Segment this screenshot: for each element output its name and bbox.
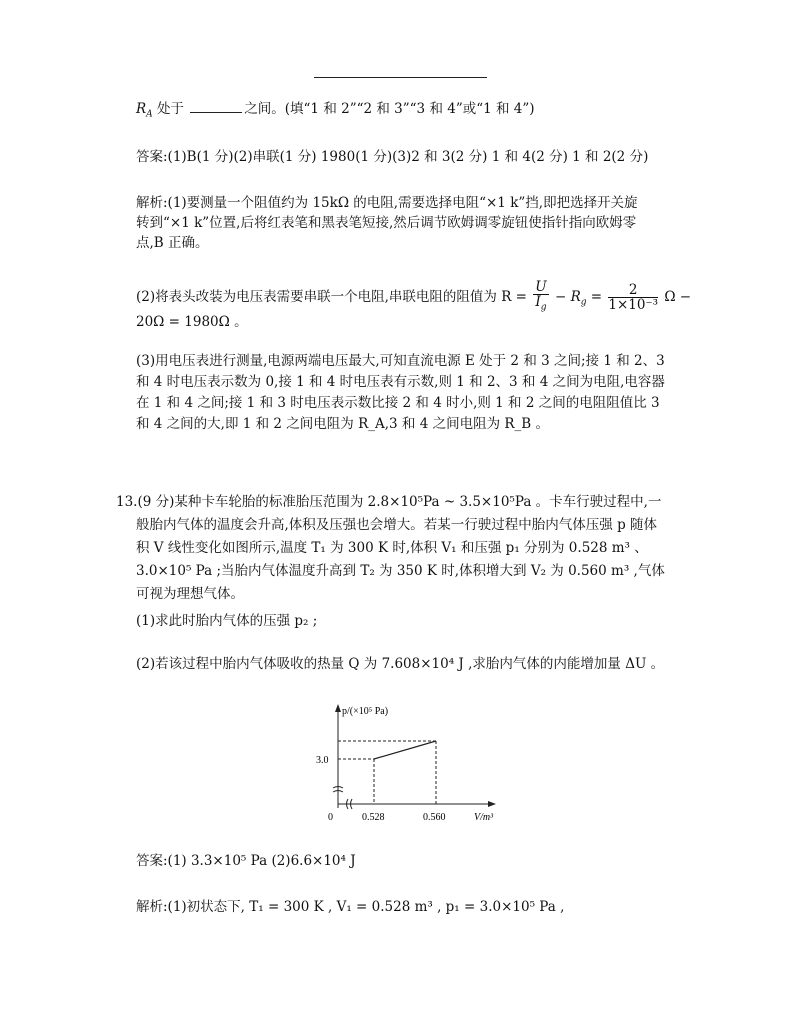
solution-line-13: 解析:(1)初状态下, T₁ = 300 K , V₁ = 0.528 m³ , p₁ = 3.0×10⁵ Pa , [136, 899, 565, 915]
header-rule [314, 77, 487, 78]
y-axis-arrow [335, 704, 341, 712]
text-line-ra: $R_A$ 处于 之间。(填“1 和 2”“2 和 3”“3 和 4”或“1 和 4”) [136, 101, 535, 120]
question-13-line-4: 3.0×10⁵ Pa ;当胎内气体温度升高到 T₂ 为 350 K 时,体积增大到 V₂ 为 0.560 m³ ,气体 [136, 563, 665, 579]
origin-label: 0 [328, 812, 333, 823]
formula-suffix: Ω − [664, 288, 692, 305]
x-axis-label: V/m³ [474, 812, 494, 823]
question-13-part-1: (1)求此时胎内气体的压强 p₂ ; [136, 613, 318, 629]
answer-line-13: 答案:(1) 3.3×10⁵ Pa (2)6.6×10⁴ J [136, 853, 356, 869]
fraction-2-over: $\frac{2}{\text{1×10⁻³}}$ [608, 281, 659, 313]
x-tick-label-2: 0.560 [423, 812, 446, 823]
analysis-line-1: 解析:(1)要测量一个阻值约为 15kΩ 的电阻,需要选择电阻“×1 k”挡,即把选择开关旋 [136, 195, 638, 211]
question-13-line-2: 般胎内气体的温度会升高,体积及压强也会增大。若某一行驶过程中胎内气体压强 p 随体 [136, 517, 658, 533]
analysis3-line-4: 和 4 之间的大,即 1 和 2 之间电阻为 R_A,3 和 4 之间电阻为 R_B 。 [136, 416, 550, 432]
question-13-line-3: 积 V 线性变化如图所示,温度 T₁ 为 300 K 时,体积 V₁ 和压强 p₁ 分别为 0.528 m³ 、 [136, 540, 648, 556]
y-tick-label: 3.0 [316, 755, 329, 766]
x-axis-arrow [488, 801, 496, 807]
formula-prefix: (2)将表头改装为电压表需要串联一个电阻,串联电阻的阻值为 R = [136, 288, 532, 305]
x-tick-label-1: 0.528 [362, 812, 385, 823]
analysis3-line-2: 和 4 时电压表示数为 0,接 1 和 4 时电压表有示数,则 1 和 2、3 和 4 之间为电阻,电容器 [136, 374, 665, 390]
question-13-line-1: 13.(9 分)某种卡车轮胎的标准胎压范围为 2.8×10⁵Pa ~ 3.5×10⁵Pa 。卡车行驶过程中,一 [116, 494, 662, 510]
analysis-formula-result: 20Ω = 1980Ω 。 [136, 314, 248, 330]
analysis-line-2: 转到“×1 k”位置,后将红表笔和黑表笔短接,然后调节欧姆调零旋钮使指针指向欧姆零 [136, 215, 637, 231]
pv-line [374, 741, 436, 759]
y-axis-label: p/(×10⁵ Pa) [342, 706, 389, 717]
question-13-line-5: 可视为理想气体。 [136, 586, 244, 602]
fraction-u-ig: $\frac{U}{I_g}$ [535, 279, 547, 313]
answer-blank [190, 100, 242, 113]
analysis-formula-line: (2)将表头改装为电压表需要串联一个电阻,串联电阻的阻值为 R = $\frac{U}{I_g}$ − $R_g$ = $\frac{2}{\text{1×10⁻³}}$ Ω − [136, 279, 692, 313]
analysis3-line-3: 在 1 和 4 之间;接 1 和 3 时电压表示数比接 2 和 4 时小,则 1 和 2 之间的电阻阻值比 3 [136, 395, 660, 411]
question-13-part-2: (2)若该过程中胎内气体吸收的热量 Q 为 7.608×10⁴ J ,求胎内气体的内能增加量 ΔU 。 [136, 656, 665, 672]
pv-graph [300, 700, 510, 825]
answer-line-12: 答案:(1)B(1 分)(2)串联(1 分) 1980(1 分)(3)2 和 3(2 分) 1 和 4(2 分) 1 和 2(2 分) [136, 149, 649, 165]
analysis-line-3: 点,B 正确。 [136, 235, 209, 251]
analysis3-line-1: (3)用电压表进行测量,电源两端电压最大,可知直流电源 E 处于 2 和 3 之间;接 1 和 2、3 [136, 353, 665, 369]
